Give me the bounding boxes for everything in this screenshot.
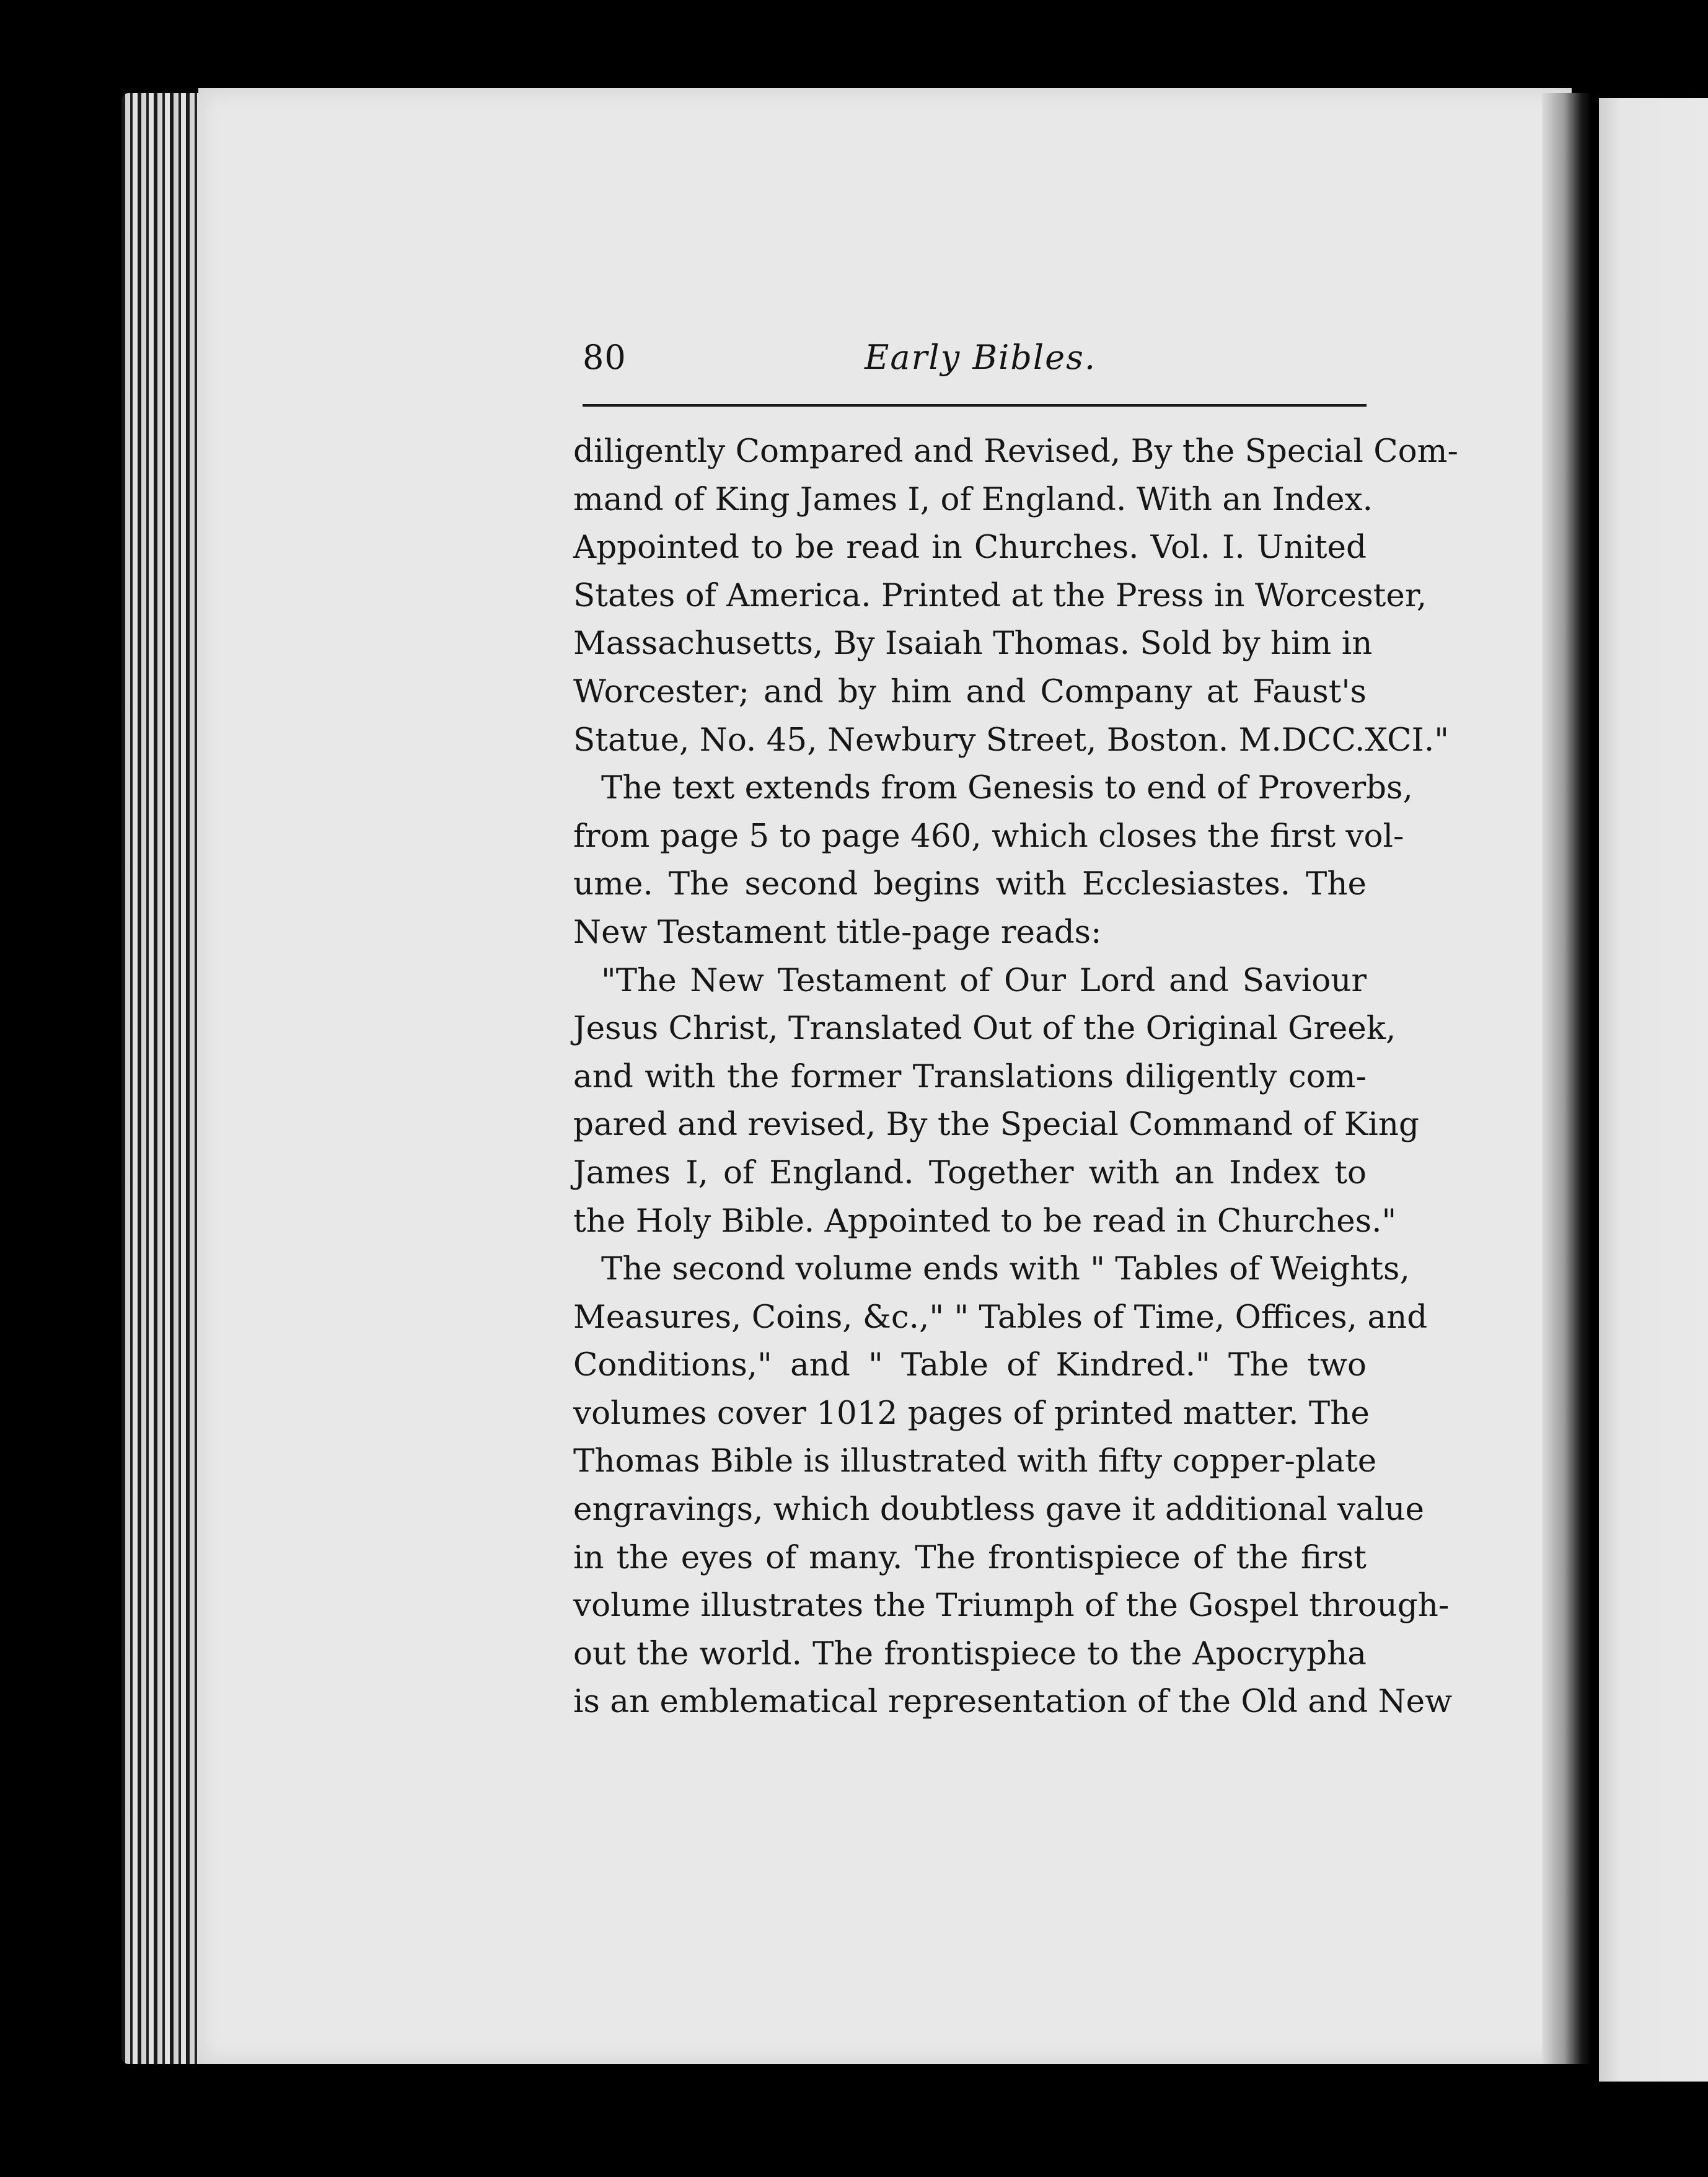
text-line: volume illustrates the Triumph of the Gospel through- bbox=[573, 1587, 1450, 1625]
running-head bbox=[583, 338, 1357, 394]
page-number: 80 bbox=[583, 338, 627, 377]
text-line: in the eyes of many. The frontispiece of the first bbox=[573, 1539, 1367, 1576]
text-line: New Testament title-page reads: bbox=[573, 913, 1102, 951]
text-line: Conditions," and " Table of Kindred." The two bbox=[573, 1346, 1367, 1384]
text-line: Worcester; and by him and Company at Faust's bbox=[573, 673, 1367, 710]
text-line: from page 5 to page 460, which closes the first vol- bbox=[573, 817, 1404, 855]
text-line: mand of King James I, of England. With an Index. bbox=[573, 480, 1373, 518]
text-line: volumes cover 1012 pages of printed matter. The bbox=[573, 1394, 1370, 1432]
text-line: Jesus Christ, Translated Out of the Original Greek, bbox=[573, 1010, 1396, 1048]
text-line: engravings, which doubtless gave it additional value bbox=[573, 1491, 1424, 1529]
text-line: pared and revised, By the Special Command of King bbox=[573, 1106, 1420, 1144]
text-line: the Holy Bible. Appointed to be read in Churches." bbox=[573, 1202, 1397, 1240]
body-text bbox=[573, 428, 1458, 1726]
facing-page-edge bbox=[1599, 98, 1708, 2082]
text-line: The second volume ends with " Tables of Weights, bbox=[601, 1250, 1410, 1288]
text-line: Massachusetts, By Isaiah Thomas. Sold by him in bbox=[573, 625, 1373, 663]
text-line: Thomas Bible is illustrated with fifty copper-plate bbox=[573, 1442, 1377, 1480]
text-line: diligently Compared and Revised, By the Special Com- bbox=[573, 433, 1458, 470]
text-line: Appointed to be read in Churches. Vol. I. United bbox=[573, 529, 1367, 567]
text-line: ume. The second begins with Ecclesiastes. The bbox=[573, 865, 1367, 903]
text-line: Statue, No. 45, Newbury Street, Boston. M.DCC.XCI." bbox=[573, 721, 1449, 759]
text-line: Measures, Coins, &c.," " Tables of Time, Offices, and bbox=[573, 1298, 1428, 1336]
running-title: Early Bibles. bbox=[865, 338, 1096, 377]
text-line: is an emblematical representation of the Old and New bbox=[573, 1683, 1453, 1721]
spine-gutter bbox=[1542, 93, 1591, 2064]
text-line: The text extends from Genesis to end of Proverbs, bbox=[601, 769, 1413, 807]
text-line: out the world. The frontispiece to the Apocrypha bbox=[573, 1635, 1367, 1672]
text-line: and with the former Translations diligently com- bbox=[573, 1058, 1367, 1095]
text-line: States of America. Printed at the Press in Worcester, bbox=[573, 576, 1427, 614]
header-rule bbox=[583, 404, 1367, 407]
text-line: James I, of England. Together with an Index to bbox=[573, 1154, 1367, 1191]
text-line: "The New Testament of Our Lord and Saviour bbox=[601, 961, 1367, 999]
